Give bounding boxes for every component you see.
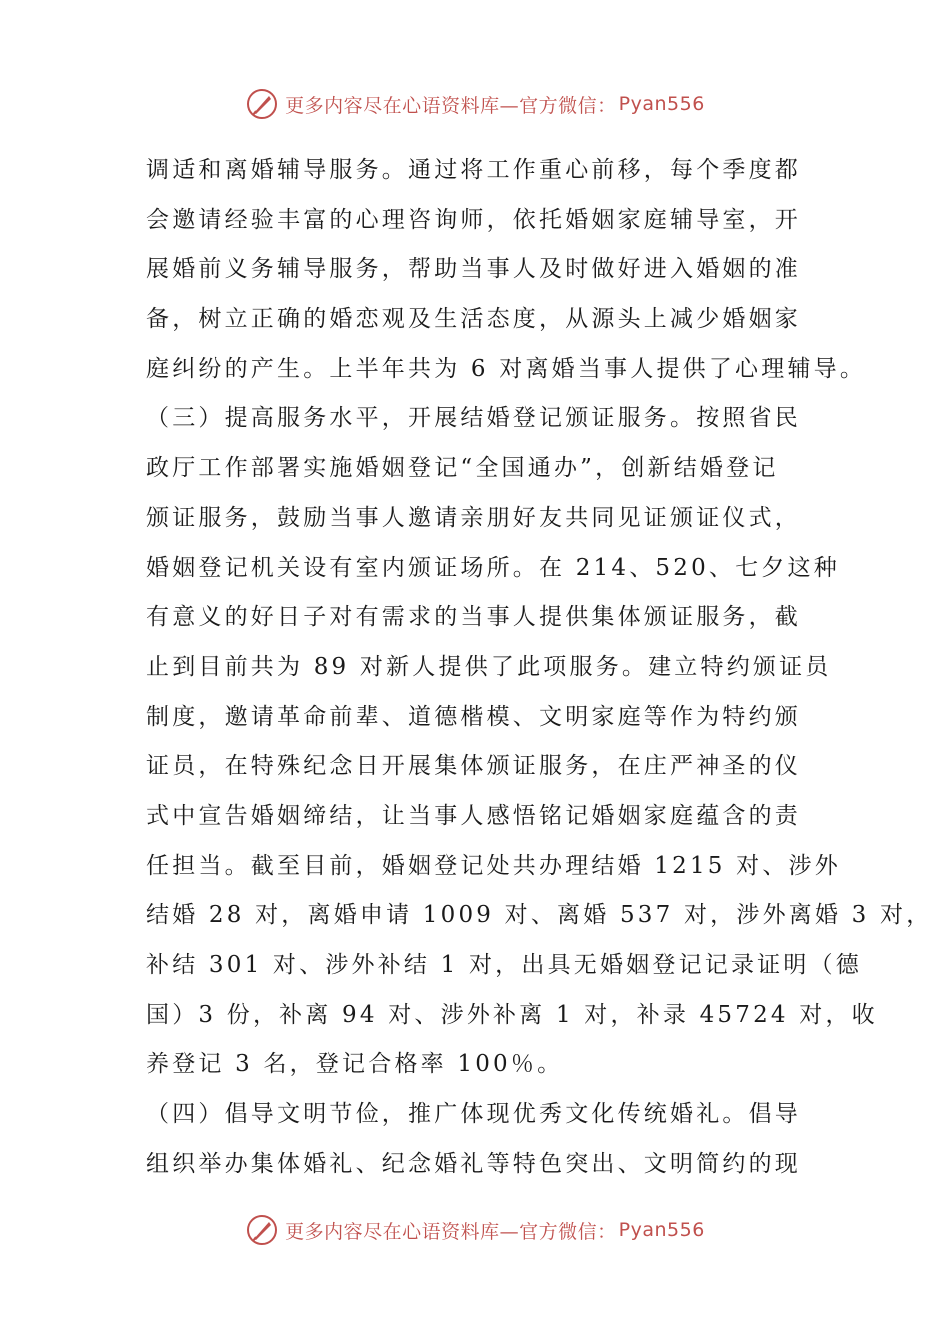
section-heading-line: （三）提高服务水平，开展结婚登记颁证服务。按照省民 [146,405,801,432]
text-line: 展婚前义务辅导服务，帮助当事人及时做好进入婚姻的准 [146,256,801,283]
text-line: 养登记 3 名，登记合格率 100％。 [146,1051,564,1078]
watermark-wechat-id: Pyan556 [618,93,705,115]
text-line: 婚姻登记机关设有室内颁证场所。在 214、520、七夕这种 [146,554,840,581]
footer-watermark [0,1210,950,1250]
watermark-text: 更多内容尽在心语资料库—官方微信： [285,1220,617,1243]
quill-logo-icon [245,87,279,121]
watermark-wechat-id: Pyan556 [618,1219,705,1241]
document-body [146,146,933,1189]
text-line: 止到目前共为 89 对新人提供了此项服务。建立特约颁证员 [146,653,832,680]
text-line: 制度，邀请革命前辈、道德楷模、文明家庭等作为特约颁 [146,703,801,730]
text-line: 补结 301 对、涉外补结 1 对，出具无婚姻登记记录证明（德 [146,952,862,978]
watermark-text: 更多内容尽在心语资料库—官方微信： [285,94,617,117]
text-line: 结婚 28 对，离婚申请 1009 对、离婚 537 对，涉外离婚 3 对， [146,902,933,929]
text-line: 有意义的好日子对有需求的当事人提供集体颁证服务，截 [146,604,801,631]
header-watermark [0,84,950,124]
text-line: 会邀请经验丰富的心理咨询师，依托婚姻家庭辅导室，开 [146,206,801,233]
quill-logo-icon [245,1213,279,1247]
text-line: 颁证服务，鼓励当事人邀请亲朋好友共同见证颁证仪式， [146,504,801,531]
text-line: 备，树立正确的婚恋观及生活态度，从源头上减少婚姻家 [146,306,801,333]
text-line: 庭纠纷的产生。上半年共为 6 对离婚当事人提供了心理辅导。 [146,355,867,382]
section-heading-line: （四）倡导文明节俭，推广体现优秀文化传统婚礼。倡导 [146,1101,801,1128]
text-line: 证员，在特殊纪念日开展集体颁证服务，在庄严神圣的仪 [146,753,801,780]
text-line: 国）3 份，补离 94 对、涉外补离 1 对，补录 45724 对，收 [146,1001,878,1028]
text-line: 任担当。截至目前，婚姻登记处共办理结婚 1215 对、涉外 [146,852,841,879]
text-line: 式中宣告婚姻缔结，让当事人感悟铭记婚姻家庭蕴含的责 [146,802,801,829]
text-line: 组织举办集体婚礼、纪念婚礼等特色突出、文明简约的现 [146,1150,801,1177]
text-line: 调适和离婚辅导服务。通过将工作重心前移，每个季度都 [146,157,801,183]
text-line: 政厅工作部署实施婚姻登记“全国通办”，创新结婚登记 [146,455,779,482]
